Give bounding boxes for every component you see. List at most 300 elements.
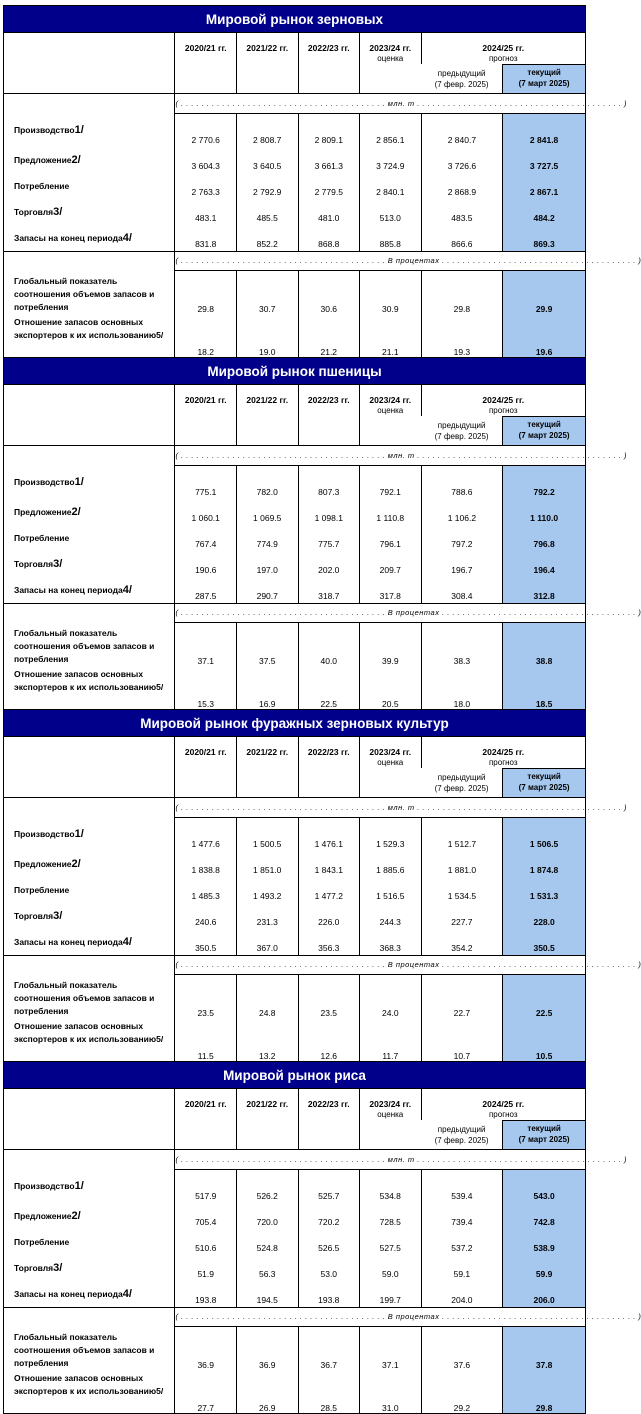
row-label-text: Отношение запасов основных экспортеров к их использованию: [14, 1373, 157, 1396]
value: 197.0: [256, 565, 278, 575]
value-cell: [360, 622, 422, 668]
row-label: [4, 113, 175, 147]
value-cell: [360, 1229, 422, 1255]
value: 796.1: [379, 539, 401, 549]
value: 1 476.1: [314, 839, 343, 849]
value: 26.9: [258, 1402, 276, 1413]
unit-row: [4, 797, 586, 817]
table-title-text: Мировой рынок фуражных зерновых культур: [140, 715, 449, 731]
value: 22.5: [535, 1008, 553, 1018]
previous-label: предыдущий: [437, 1125, 486, 1134]
footnote-marker: 3/: [53, 206, 63, 218]
current-date: (7 март 2025): [518, 782, 570, 792]
value-cell: [298, 270, 360, 316]
current-value-cell: [503, 225, 586, 251]
row-label-text: Потребление: [14, 533, 70, 543]
value-cell: [421, 499, 503, 525]
year-header: [236, 33, 298, 93]
value-cell: [236, 817, 298, 851]
value-cell: [175, 1020, 237, 1061]
row-label: [4, 974, 175, 1020]
value-cell: [360, 577, 422, 603]
value: 852.2: [256, 238, 278, 249]
value: 1 069.5: [253, 513, 282, 523]
value-cell: [298, 1020, 360, 1061]
value-cell: [360, 499, 422, 525]
value: 23.5: [320, 1008, 338, 1018]
year-label: 2020/21 гг.: [184, 1099, 227, 1109]
value-cell: [360, 270, 422, 316]
forecast-label: прогноз: [488, 54, 518, 63]
production-row: [4, 465, 586, 499]
table-title-text: Мировой рынок риса: [223, 1067, 366, 1083]
value: 525.7: [318, 1191, 340, 1201]
footnote-marker: 3/: [53, 910, 63, 922]
value-cell: [360, 113, 422, 147]
ratio-exporters-row: [4, 1020, 586, 1061]
value: 29.8: [197, 304, 214, 314]
value: 196.4: [533, 565, 555, 575]
value: 526.5: [318, 1243, 340, 1253]
value-cell: [421, 1255, 503, 1281]
unit-mt-text: ( . . . . . . . . . . . . . . . . . . . . . . . . . . . . . . . . . . . . . . . . млн. т . . . . . . . . . . . . . . . . . . . . . . . . . . . . . . . . . . . . . . . . ): [175, 450, 627, 460]
value: 1 851.0: [253, 865, 282, 875]
current-value-cell: [503, 929, 586, 955]
unit-mt-text: ( . . . . . . . . . . . . . . . . . . . . . . . . . . . . . . . . . . . . . . . . млн. т . . . . . . . . . . . . . . . . . . . . . . . . . . . . . . . . . . . . . . . . ): [175, 1154, 627, 1164]
footnote-marker: 4/: [122, 583, 132, 596]
value: 59.9: [535, 1269, 553, 1279]
value-cell: [360, 851, 422, 877]
value-cell: [175, 1372, 237, 1413]
forecast-year-header: [421, 385, 585, 416]
value: 226.0: [318, 917, 340, 927]
value-cell: [175, 577, 237, 603]
row-label: [4, 622, 175, 668]
value: 16.9: [258, 698, 276, 709]
value: 1 098.1: [314, 513, 343, 523]
footnote-marker: 1/: [74, 476, 84, 488]
previous-forecast-header: [421, 416, 503, 445]
value: 742.8: [533, 1217, 555, 1227]
trade-row: [4, 199, 586, 225]
value: 483.1: [195, 213, 217, 223]
year-label: 2021/22 гг.: [246, 43, 289, 53]
value: 15.3: [197, 698, 214, 709]
value-cell: [421, 877, 503, 903]
value: 36.9: [197, 1360, 214, 1370]
previous-forecast-header: [421, 1120, 503, 1149]
ratio-exporters-row: [4, 668, 586, 709]
value-cell: [236, 1229, 298, 1255]
current-date: (7 март 2025): [518, 1134, 570, 1144]
value: 534.8: [379, 1191, 401, 1201]
value-cell: [236, 668, 298, 709]
value-cell: [236, 1203, 298, 1229]
value-cell: [421, 1326, 503, 1372]
value-cell: [236, 225, 298, 251]
value: 20.5: [382, 698, 399, 709]
row-label: [4, 270, 175, 316]
year-header: [175, 385, 237, 445]
value-cell: [298, 225, 360, 251]
footnote-marker: 2/: [71, 1210, 81, 1222]
current-value-cell: [503, 577, 586, 603]
value-cell: [421, 1372, 503, 1413]
value-cell: [236, 525, 298, 551]
current-value-cell: [503, 877, 586, 903]
current-value-cell: [503, 668, 586, 709]
header-row: [4, 33, 586, 64]
value: 2 856.1: [376, 135, 405, 145]
value-cell: [236, 113, 298, 147]
value: 485.5: [256, 213, 278, 223]
row-label: [4, 851, 175, 877]
value: 37.8: [535, 1360, 553, 1370]
table-title-text: Мировой рынок зерновых: [205, 11, 384, 27]
value-cell: [421, 974, 503, 1020]
value-cell: [421, 525, 503, 551]
row-label: [4, 147, 175, 173]
value: 526.2: [256, 1191, 278, 1201]
stocks-row: [4, 929, 586, 955]
value-cell: [298, 1281, 360, 1307]
value-cell: [236, 499, 298, 525]
value: 1 493.2: [253, 891, 282, 901]
value-cell: [236, 173, 298, 199]
row-label-text: Запасы на конец периода: [14, 1288, 123, 1299]
current-label: текущий: [527, 67, 561, 77]
value: 2 763.3: [191, 187, 220, 197]
value-cell: [175, 225, 237, 251]
row-label-text: Производство: [14, 477, 75, 487]
row-label-text: Глобальный показатель соотношения объемов запасов и потребления: [14, 1332, 155, 1368]
current-value-cell: [503, 551, 586, 577]
year-label: 2024/25 гг.: [482, 395, 525, 405]
current-date: (7 март 2025): [518, 78, 570, 88]
value-cell: [298, 817, 360, 851]
unit-label: [175, 797, 627, 817]
value-cell: [236, 199, 298, 225]
value-cell: [360, 173, 422, 199]
row-label: [4, 173, 175, 199]
value: 308.4: [451, 590, 473, 601]
value: 30.7: [258, 304, 276, 314]
value-cell: [421, 1020, 503, 1061]
value-cell: [236, 1020, 298, 1061]
unit-label: [175, 251, 641, 270]
value: 831.8: [195, 238, 217, 249]
value-cell: [236, 929, 298, 955]
value-cell: [421, 1281, 503, 1307]
value: 350.5: [533, 942, 555, 953]
current-date: (7 март 2025): [518, 430, 570, 440]
value-cell: [175, 1203, 237, 1229]
footnote-marker: 5/: [156, 330, 164, 340]
current-value-cell: [503, 113, 586, 147]
value: 1 506.5: [529, 839, 559, 849]
current-value-cell: [503, 851, 586, 877]
year-label: 2023/24 гг.: [369, 1099, 412, 1109]
value: 36.7: [320, 1360, 338, 1370]
forecast-year-header: [421, 33, 585, 64]
year-label: 2024/25 гг.: [482, 43, 525, 53]
footnote-marker: 2/: [71, 858, 81, 870]
value-cell: [175, 147, 237, 173]
year-header: [298, 33, 360, 93]
current-forecast-header: [503, 416, 586, 445]
unit-row-percent: [4, 955, 586, 974]
value-cell: [175, 525, 237, 551]
value: 19.0: [258, 346, 276, 357]
row-label: [4, 1020, 175, 1061]
header-row: [4, 737, 586, 768]
value-cell: [298, 465, 360, 499]
value-cell: [298, 577, 360, 603]
value: 317.8: [379, 590, 401, 601]
trade-row: [4, 551, 586, 577]
value-cell: [421, 1169, 503, 1203]
value-cell: [175, 113, 237, 147]
value: 2 867.1: [529, 187, 559, 197]
year-header: [298, 1089, 360, 1149]
unit-label: [175, 1307, 641, 1326]
value-cell: [236, 877, 298, 903]
value: 866.6: [451, 238, 473, 249]
value: 29.9: [535, 304, 553, 314]
value: 1 060.1: [191, 513, 220, 523]
value-cell: [175, 1255, 237, 1281]
value-cell: [421, 577, 503, 603]
year-header: [175, 737, 237, 797]
current-label: текущий: [527, 419, 561, 429]
value: 228.0: [533, 917, 555, 927]
value-cell: [360, 465, 422, 499]
value-cell: [298, 1326, 360, 1372]
value: 194.5: [256, 1294, 278, 1305]
ratio-exporters-row: [4, 316, 586, 357]
value: 1 477.6: [191, 839, 220, 849]
value: 3 640.5: [253, 161, 282, 171]
forecast-label: прогноз: [488, 406, 518, 415]
value-cell: [360, 316, 422, 357]
value: 38.8: [535, 656, 553, 666]
current-forecast-header: [503, 64, 586, 93]
value-cell: [175, 974, 237, 1020]
row-label: [4, 199, 175, 225]
value-cell: [175, 465, 237, 499]
value: 37.5: [258, 656, 276, 666]
year-header: [360, 1089, 422, 1149]
value: 287.5: [195, 590, 217, 601]
value: 290.7: [256, 590, 278, 601]
value: 1 874.8: [529, 865, 559, 875]
value: 2 809.1: [314, 135, 343, 145]
value: 312.8: [533, 590, 555, 601]
value: 796.8: [533, 539, 555, 549]
value: 782.0: [256, 487, 278, 497]
row-label-text: Глобальный показатель соотношения объемов запасов и потребления: [14, 276, 155, 312]
value: 36.9: [258, 1360, 276, 1370]
value: 1 110.8: [376, 513, 405, 523]
value: 868.8: [318, 238, 340, 249]
current-value-cell: [503, 974, 586, 1020]
value-cell: [175, 270, 237, 316]
year-label: 2021/22 гг.: [246, 395, 289, 405]
current-forecast-header: [503, 1120, 586, 1149]
value-cell: [360, 877, 422, 903]
value: 3 727.5: [529, 161, 559, 171]
previous-label: предыдущий: [437, 773, 486, 782]
value-cell: [360, 225, 422, 251]
value-cell: [421, 173, 503, 199]
value: 19.3: [453, 346, 471, 357]
value: 2 808.7: [253, 135, 282, 145]
value-cell: [175, 929, 237, 955]
value-cell: [360, 817, 422, 851]
current-value-cell: [503, 1281, 586, 1307]
row-label: [4, 1255, 175, 1281]
row-label-text: Запасы на конец периода: [14, 232, 123, 243]
value-cell: [298, 113, 360, 147]
value: 1 512.7: [447, 839, 477, 849]
market-table: [3, 1089, 641, 1414]
value: 728.5: [379, 1217, 401, 1227]
row-label: [4, 668, 175, 709]
value: 2 840.7: [447, 135, 477, 145]
year-label: 2023/24 гг.: [369, 43, 412, 53]
year-label: 2022/23 гг.: [307, 1099, 350, 1109]
value: 1 534.5: [447, 891, 477, 901]
year-header: [360, 385, 422, 445]
footnote-marker: 4/: [122, 1287, 132, 1300]
header-row: [4, 1089, 586, 1120]
unit-row: [4, 93, 586, 113]
value: 196.7: [451, 565, 473, 575]
value: 24.0: [382, 1008, 399, 1018]
value: 1 843.1: [314, 865, 343, 875]
value-cell: [360, 525, 422, 551]
row-label: [4, 929, 175, 955]
value: 30.9: [382, 304, 399, 314]
value: 240.6: [195, 917, 217, 927]
value-cell: [298, 929, 360, 955]
value: 539.4: [451, 1191, 473, 1201]
row-label: [4, 1372, 175, 1413]
value: 193.8: [318, 1294, 340, 1305]
value: 190.6: [195, 565, 217, 575]
row-label: [4, 551, 175, 577]
value: 59.0: [382, 1269, 399, 1279]
value: 484.2: [533, 213, 555, 223]
year-header: [360, 33, 422, 93]
value-cell: [298, 499, 360, 525]
unit-pct-text: ( . . . . . . . . . . . . . . . . . . . . . . . . . . . . . . . . . . . . . . . . В процентах . . . . . . . . . . . . . . . . . . . . . . . . . . . . . . . . . . . . . . ): [175, 256, 641, 265]
value: 543.0: [533, 1191, 555, 1201]
value: 10.5: [535, 1050, 553, 1061]
supply-row: [4, 1203, 586, 1229]
value: 37.1: [197, 656, 214, 666]
value: 1 106.2: [447, 513, 477, 523]
value: 367.0: [256, 942, 278, 953]
value: 356.3: [318, 942, 340, 953]
value-cell: [360, 903, 422, 929]
footnote-marker: 1/: [74, 124, 84, 136]
row-label-text: Предложение: [14, 859, 72, 869]
current-value-cell: [503, 903, 586, 929]
value-cell: [236, 974, 298, 1020]
value: 1 500.5: [253, 839, 282, 849]
value: 209.7: [379, 565, 401, 575]
value: 513.0: [379, 213, 401, 223]
consumption-row: [4, 877, 586, 903]
value-cell: [360, 1020, 422, 1061]
value: 2 840.1: [376, 187, 405, 197]
value-cell: [298, 622, 360, 668]
row-label-text: Производство: [14, 829, 75, 839]
year-label: 2024/25 гг.: [482, 747, 525, 757]
value: 797.2: [451, 539, 473, 549]
row-label: [4, 1203, 175, 1229]
stocks-row: [4, 577, 586, 603]
value: 18.5: [535, 698, 553, 709]
forecast-label: прогноз: [488, 758, 518, 767]
unit-label: [175, 955, 641, 974]
year-header: [236, 737, 298, 797]
ratio-global-row: [4, 1326, 586, 1372]
value-cell: [175, 668, 237, 709]
value-cell: [236, 1169, 298, 1203]
value: 27.7: [197, 1402, 214, 1413]
value: 885.8: [379, 238, 401, 249]
value: 3 726.6: [447, 161, 477, 171]
value: 2 868.9: [447, 187, 477, 197]
value-cell: [360, 1255, 422, 1281]
footnote-marker: 4/: [122, 231, 132, 244]
value-cell: [298, 903, 360, 929]
value: 18.0: [453, 698, 471, 709]
value: 53.0: [320, 1269, 338, 1279]
unit-label: [175, 1149, 627, 1169]
value: 1 838.8: [191, 865, 220, 875]
ratio-global-row: [4, 270, 586, 316]
value: 199.7: [379, 1294, 401, 1305]
value-cell: [421, 225, 503, 251]
value: 11.7: [382, 1050, 399, 1061]
value: 788.6: [451, 487, 473, 497]
value: 1 477.2: [314, 891, 343, 901]
row-label: [4, 903, 175, 929]
current-value-cell: [503, 1169, 586, 1203]
value-cell: [360, 1326, 422, 1372]
row-label-text: Производство: [14, 1181, 75, 1191]
market-table: [3, 737, 641, 1062]
value-cell: [175, 903, 237, 929]
current-value-cell: [503, 1229, 586, 1255]
value-cell: [175, 1281, 237, 1307]
market-table: [3, 33, 641, 358]
market-table-block: [3, 1061, 641, 1414]
value-cell: [421, 113, 503, 147]
value: 537.2: [451, 1243, 473, 1253]
row-label-text: Потребление: [14, 181, 70, 191]
supply-row: [4, 147, 586, 173]
row-label-text: Запасы на конец периода: [14, 936, 123, 947]
current-value-cell: [503, 499, 586, 525]
footnote-marker: 2/: [71, 154, 81, 166]
row-label-text: Отношение запасов основных экспортеров к их использованию: [14, 669, 157, 692]
value-cell: [298, 199, 360, 225]
value-cell: [175, 1326, 237, 1372]
